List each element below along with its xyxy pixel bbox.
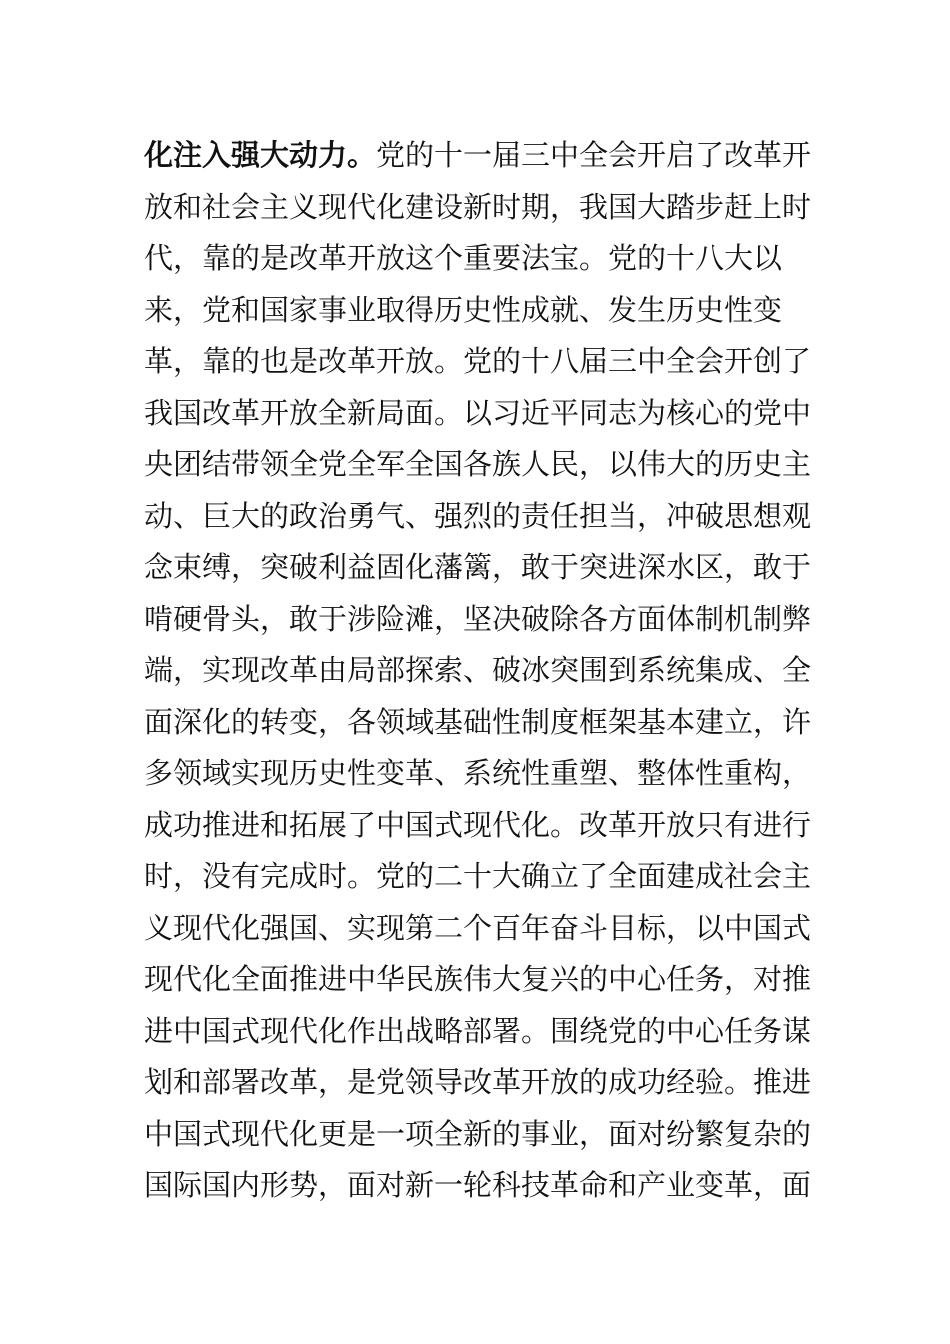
text-line: 代，靠的是改革开放这个重要法宝。党的十八大以 [144, 241, 783, 275]
text-line: 动、巨大的政治勇气、强烈的责任担当，冲破思想观 [144, 498, 812, 533]
text-line: 现代化全面推进中华民族伟大复兴的中心任务，对推 [144, 962, 812, 996]
text-line: 来，党和国家事业取得历史性成就、发生历史性变 [144, 292, 783, 327]
text-line: 中国式现代化更是一项全新的事业，面对纷繁复杂的 [144, 1116, 812, 1151]
text-line [144, 130, 814, 182]
text-line: 义现代化强国、实现第二个百年奋斗目标，以中国式 [144, 910, 812, 945]
text-line: 端，实现改革由局部探索、破冰突围到系统集成、全 [144, 653, 812, 687]
text-line: 央团结带领全党全军全国各族人民，以伟大的历史主 [144, 447, 812, 481]
text-line: 成功推进和拓展了中国式现代化。改革开放只有进行 [144, 807, 812, 842]
text-line: 我国改革开放全新局面。以习近平同志为核心的党中 [144, 395, 812, 430]
text-line: 进中国式现代化作出战略部署。围绕党的中心任务谋 [144, 1013, 812, 1048]
text-line-content: 党的十一届三中全会开启了改革开 [376, 138, 812, 172]
text-line: 革，靠的也是改革开放。党的十八届三中全会开创了 [144, 344, 812, 378]
text-line: 时，没有完成时。党的二十大确立了全面建成社会主 [144, 859, 812, 893]
bold-lead-phrase: 化注入强大动力。 [144, 138, 377, 172]
body-text [144, 130, 814, 1212]
text-line: 念束缚，突破利益固化藩篱，敢于突进深水区，敢于 [144, 550, 812, 584]
text-line: 国际国内形势，面对新一轮科技革命和产业变革，面 [144, 1168, 812, 1202]
text-line: 啃硬骨头，敢于涉险滩，坚决破除各方面体制机制弊 [144, 601, 812, 636]
text-line: 放和社会主义现代化建设新时期，我国大踏步赶上时 [144, 189, 812, 224]
text-line: 面深化的转变，各领域基础性制度框架基本建立，许 [144, 704, 812, 739]
text-line: 划和部署改革，是党领导改革开放的成功经验。推进 [144, 1065, 812, 1099]
text-line: 多领域实现历史性变革、系统性重塑、整体性重构， [144, 756, 812, 790]
